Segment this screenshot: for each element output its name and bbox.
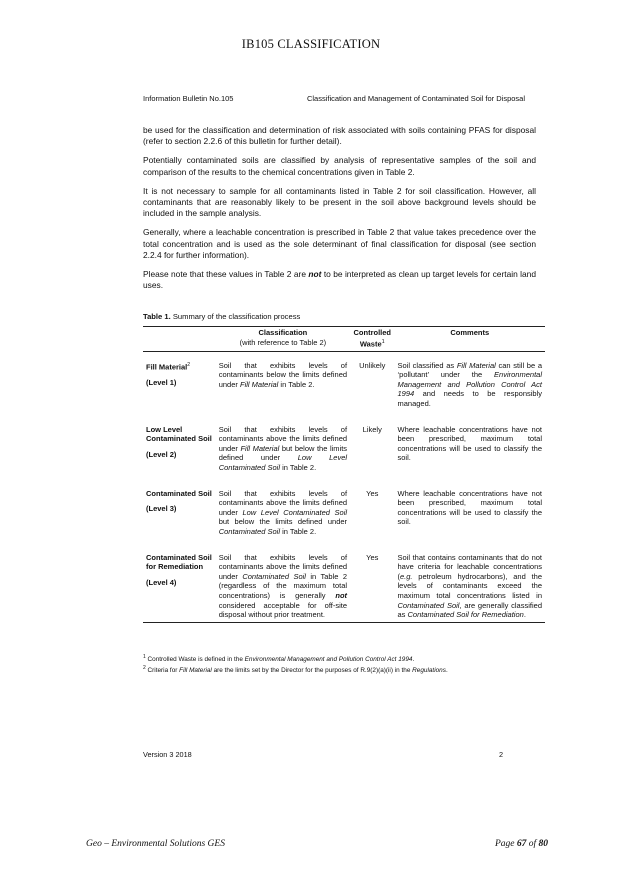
outer-footer <box>86 839 548 849</box>
level-number: (Level 1) <box>146 377 177 387</box>
comments-cell <box>394 480 545 544</box>
page-of: of <box>526 839 539 849</box>
comments-cell <box>394 351 545 415</box>
table-row <box>143 480 545 544</box>
classification-table <box>143 326 545 623</box>
level-name: Low Level Contaminated Soil <box>146 424 212 444</box>
page-total: 80 <box>538 839 548 849</box>
text-run: . <box>412 656 415 664</box>
classification-cell <box>216 544 350 623</box>
paragraph: be used for the classification and determination of risk associated with soils containing PFAS for disposal (refer to section 2.2.6 of this bulletin for further detail). <box>143 125 536 147</box>
text-run: Criteria for <box>145 667 180 675</box>
text-run: in Table 2. <box>278 379 315 389</box>
footnote <box>143 653 543 664</box>
classification-cell <box>216 480 350 544</box>
footnote-marker: 1 <box>381 338 385 345</box>
table-caption-label: Table 1. <box>143 312 171 321</box>
document-title: IB105 CLASSIFICATION <box>241 37 381 51</box>
level-cell <box>143 351 216 415</box>
paragraph: Potentially contaminated soils are classified by analysis of representative samples of the soil and comparison of the results to the chemical concentrations given in Table 2. <box>143 155 536 177</box>
text-run: , are generally classified as <box>397 600 542 620</box>
level-cell <box>143 544 216 623</box>
paragraph-text: to be interpreted as clean up target levels for certain land uses. <box>143 269 536 291</box>
page-number: 2 <box>498 750 503 759</box>
footnote-marker: 2 <box>187 361 191 368</box>
header-waste-label: Controlled Waste <box>353 328 392 349</box>
text-run: 2 <box>143 665 146 672</box>
footnotes <box>143 653 543 676</box>
italic-text: e.g. <box>399 571 413 581</box>
italic-text: Fill Material <box>240 443 280 453</box>
text-run: . <box>523 610 526 620</box>
classification-cell <box>216 351 350 415</box>
table-caption <box>143 312 300 321</box>
header-level-cell <box>143 327 216 352</box>
paragraph <box>143 269 536 291</box>
text-run: in Table 2. <box>280 527 317 536</box>
italic-text: Contaminated Soil <box>242 571 306 581</box>
header-comments: Comments <box>394 327 545 352</box>
italic-text: Fill Material <box>456 360 496 370</box>
italic-text: Low Level Contaminated Soil <box>242 507 348 517</box>
italic-text: not <box>335 590 348 600</box>
header-classification <box>216 327 350 352</box>
text-run: in Table 2. <box>280 463 317 473</box>
table-caption-text: Summary of the classification process <box>170 312 301 321</box>
header-classification-label: Classification <box>258 328 308 337</box>
level-name: Contaminated Soil for Remediation <box>146 552 212 572</box>
table-header-row <box>143 327 545 352</box>
header-controlled-waste <box>350 327 394 352</box>
text-run: Where leachable concentrations have not been prescribed, maximum total concentrations will be used to classify the soil. <box>397 424 542 463</box>
paragraph-text: Please note that these values in Table 2 are <box>143 269 309 280</box>
header-classification-subtitle: (with reference to Table 2) <box>239 337 327 347</box>
italic-text: Environmental Management and Pollution Control Act 1994 <box>397 370 542 399</box>
paragraph: It is not necessary to sample for all contaminants listed in Table 2 for soil classification. However, all contaminants that are reasonably likely to be present in the soil above background levels should be included in the sample analysis. <box>143 185 536 219</box>
table-row <box>143 544 545 623</box>
level-number: (Level 2) <box>146 449 177 459</box>
page-counter <box>495 839 548 849</box>
company-name: Geo – Environmental Solutions GES <box>86 839 225 849</box>
bulletin-header <box>143 94 525 103</box>
text-run: are the limits set by the Director for the purposes of R.9(2)(a)(ii) in the <box>211 667 413 675</box>
italic-text: Low Level Contaminated Soil <box>218 453 348 473</box>
text-run: petroleum hydrocarbons), and the levels of contaminants exceed the maximum total concentrations listed in <box>397 571 542 600</box>
level-number: (Level 4) <box>146 577 177 587</box>
version-label: Version 3 2018 <box>143 750 192 759</box>
italic-text: Contaminated Soil for Remediation <box>407 610 524 620</box>
body-text <box>143 125 536 299</box>
level-name: Fill Material <box>146 362 188 372</box>
text-run: Soil that exhibits levels of contaminants below the limits defined under <box>218 360 348 389</box>
controlled-waste-cell: Yes <box>350 544 394 623</box>
text-run: in Table 2 (regardless of the maximum total concentrations) is generally <box>218 571 348 600</box>
emphasis-text: not <box>308 269 322 280</box>
text-run: Soil that exhibits levels of contaminants above the limits defined under <box>218 552 348 581</box>
page-current: 67 <box>516 839 527 849</box>
page-footer <box>143 750 503 759</box>
controlled-waste-cell: Likely <box>362 424 382 434</box>
level-cell <box>143 480 216 544</box>
text-run: Soil classified as <box>397 360 457 370</box>
paragraph: Generally, where a leachable concentration is prescribed in Table 2 that value takes precedence over the total concentration and is used as the sole determinant of final classification for disposal (see section 2.2.4 for further information). <box>143 227 536 260</box>
text-run: and needs to be responsibly managed. <box>397 389 542 409</box>
text-run: . <box>445 667 448 675</box>
comments-cell <box>394 544 545 623</box>
text-run: but below the limits defined under <box>218 443 348 463</box>
text-run: 1 <box>143 654 146 660</box>
comments-cell <box>394 416 545 480</box>
text-run: considered acceptable for off-site disposal without prior treatment. <box>218 600 348 620</box>
footnote <box>143 664 543 675</box>
table-row <box>143 416 545 480</box>
italic-text: Contaminated Soil <box>218 527 281 536</box>
controlled-waste-cell: Yes <box>366 488 379 498</box>
level-number: (Level 3) <box>146 504 177 514</box>
text-run: Soil that exhibits levels of contaminants above the limits defined under <box>218 488 348 517</box>
controlled-waste-cell: Unlikely <box>359 360 386 370</box>
text-run: Soil that contains contaminants that do not have criteria for leachable concentrations ( <box>397 552 542 581</box>
text-run: Controlled Waste is defined in the <box>145 656 245 664</box>
italic-text: Contaminated Soil <box>397 600 460 610</box>
text-run: Where leachable concentrations have not been prescribed, maximum total concentrations will be used to classify the soil. <box>397 488 542 527</box>
bulletin-subject: Classification and Management of Contaminated Soil for Disposal <box>306 94 525 103</box>
level-name: Contaminated Soil <box>146 488 212 498</box>
bulletin-number: Information Bulletin No.105 <box>143 94 234 103</box>
page-prefix: Page <box>494 839 517 849</box>
text-run: but below the limits defined under <box>218 517 348 527</box>
italic-text: Fill Material <box>240 379 279 389</box>
classification-cell <box>216 416 350 480</box>
table-body <box>143 351 545 622</box>
text-run: Soil that exhibits levels of contaminants above the limits defined under <box>218 424 348 453</box>
italic-text: Regulations <box>412 667 446 675</box>
table-row <box>143 351 545 415</box>
text-run: can still be a ‘pollutant’ under the <box>397 360 542 380</box>
italic-text: Environmental Management and Pollution Control Act 1994 <box>244 656 413 664</box>
level-cell <box>143 416 216 480</box>
italic-text: Fill Material <box>179 667 212 675</box>
